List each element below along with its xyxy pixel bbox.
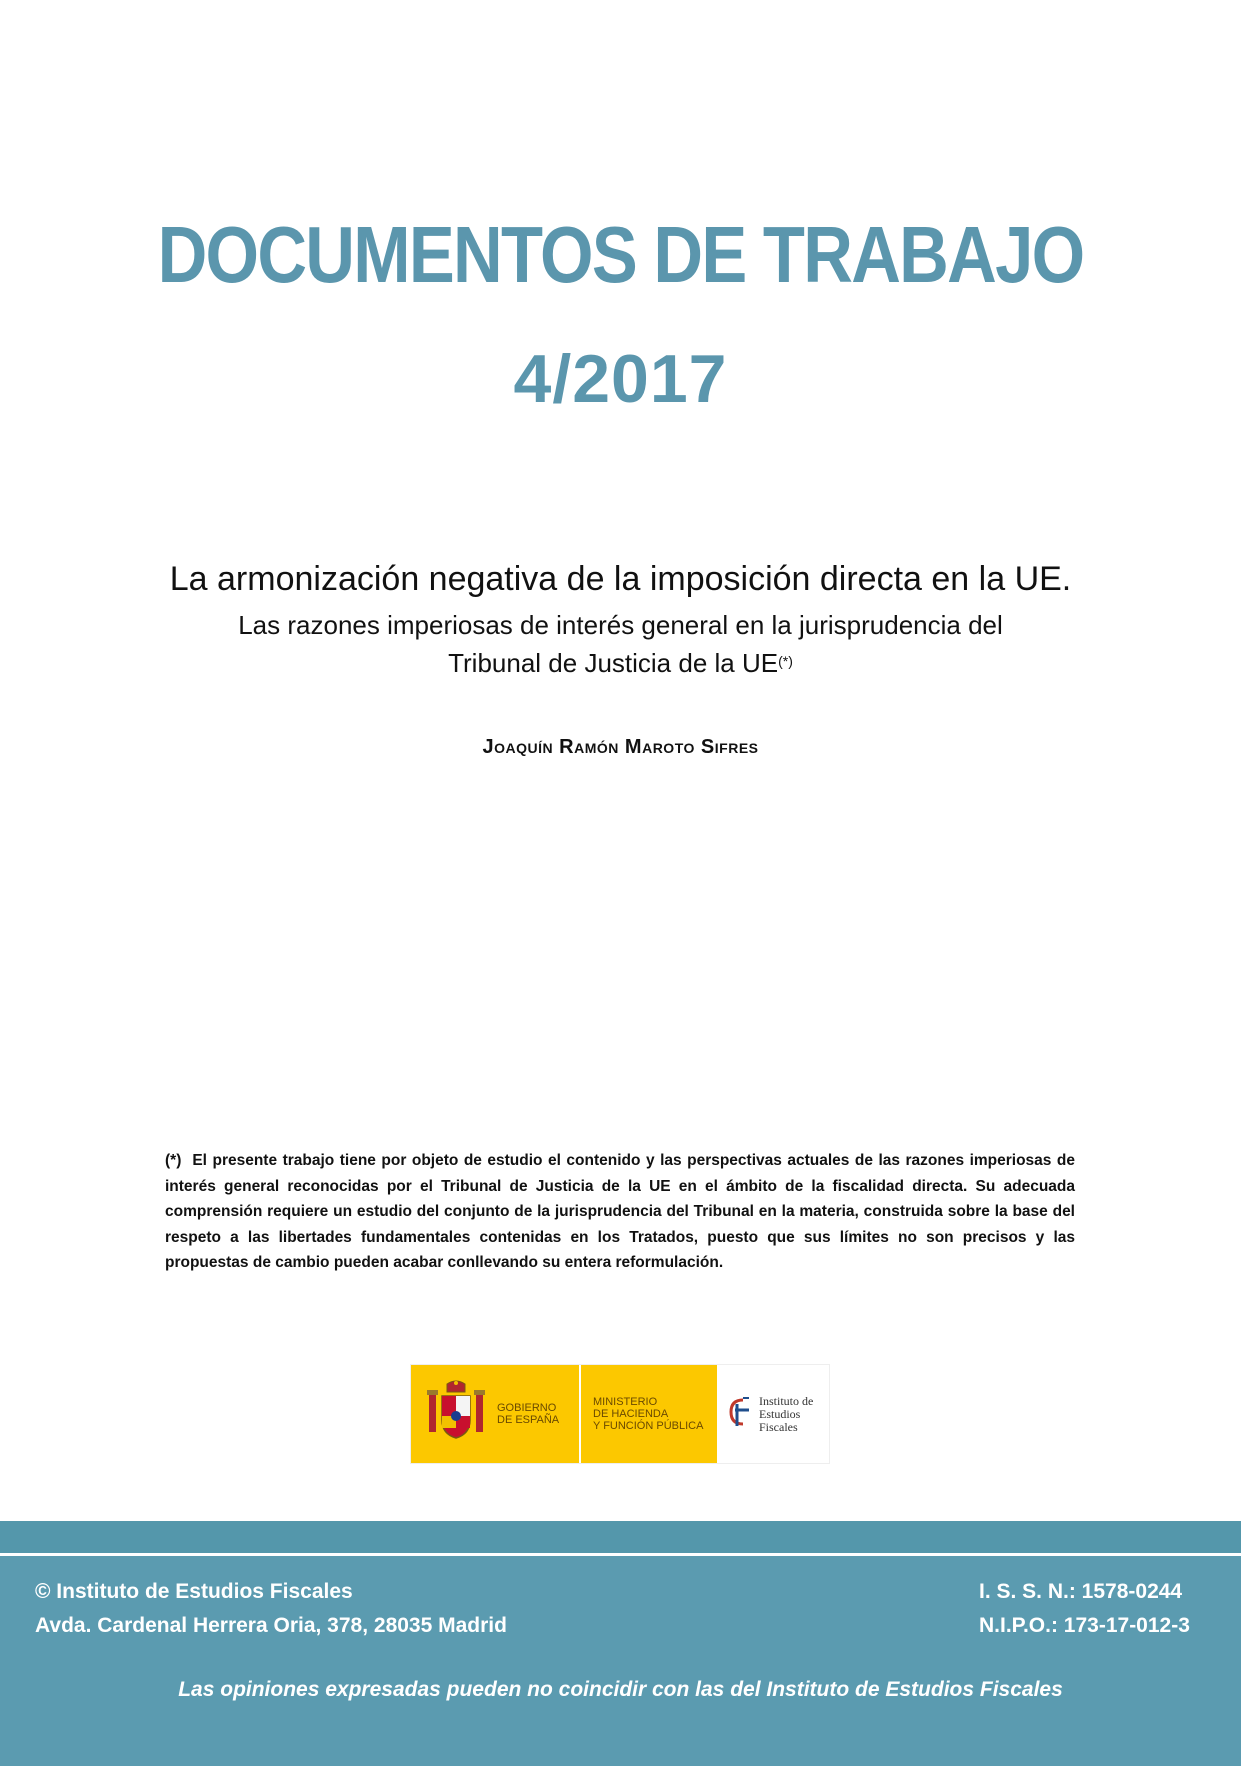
ministerio-line2: DE HACIENDA (593, 1408, 669, 1420)
ief-line2: Estudios Fiscales (759, 1406, 801, 1434)
work-subtitle-line2-text: Tribunal de Justicia de la UE (448, 648, 779, 678)
ministerio-text (593, 1396, 703, 1432)
footer (0, 1521, 1241, 1766)
institutional-logo-strip (411, 1365, 829, 1463)
work-subtitle-line2 (0, 644, 1241, 682)
series-title: DOCUMENTOS DE TRABAJO (157, 210, 1084, 299)
gobierno-logo (411, 1365, 579, 1463)
footer-nipo: N.I.P.O.: 173-17-012-3 (979, 1614, 1190, 1637)
footnote-marker: (*) (165, 1152, 182, 1169)
footnote-reference: (*) (778, 653, 793, 669)
gobierno-line1: GOBIERNO (497, 1402, 557, 1414)
series-number: 4/2017 (513, 341, 728, 417)
ministerio-line3: Y FUNCIÓN PÚBLICA (593, 1420, 704, 1432)
coat-of-arms-icon (425, 1380, 487, 1449)
ief-logo (717, 1365, 829, 1463)
ief-line1: Instituto de (759, 1393, 814, 1408)
author-name: Joaquín Ramón Maroto Sifres (482, 736, 759, 758)
gobierno-text (497, 1402, 559, 1426)
footnote-text: El presente trabajo tiene por objeto de estudio el contenido y las perspectivas actuales de las razones imperiosas de interés general reconocidas por el Tribunal de Justicia de la UE en el ámbito de la fiscalidad directa. Su adecuada comprensión requiere un estudio del conjunto de la jurisprudencia del Tribunal en la materia, construida sobre la base del respeto a las libertades fundamentales contenidas en los Tratados, puesto que sus límites no son precisos y las propuestas de cambio pueden acabar conllevando su entera reformulación. (165, 1152, 1075, 1271)
ministerio-logo (579, 1365, 717, 1463)
work-subtitle (0, 606, 1241, 682)
ministerio-line1: MINISTERIO (593, 1396, 658, 1408)
work-title: La armonización negativa de la imposición directa en la UE. (169, 560, 1072, 598)
footer-address: Avda. Cardenal Herrera Oria, 378, 28035 Madrid (35, 1614, 507, 1637)
gobierno-line2: DE ESPAÑA (497, 1414, 560, 1426)
work-subtitle-line1: Las razones imperiosas de interés general en la jurisprudencia del (238, 610, 1003, 640)
ief-logo-icon (725, 1392, 755, 1437)
footer-disclaimer: Las opiniones expresadas pueden no coincidir con las del Instituto de Estudios Fiscales (178, 1678, 1063, 1701)
footer-issn: I. S. S. N.: 1578-0244 (979, 1580, 1183, 1603)
footer-copyright: © Instituto de Estudios Fiscales (35, 1580, 353, 1603)
ief-text (759, 1395, 829, 1434)
footnote (165, 1148, 1075, 1276)
footer-top-band (0, 1521, 1241, 1553)
footer-main (0, 1556, 1241, 1766)
